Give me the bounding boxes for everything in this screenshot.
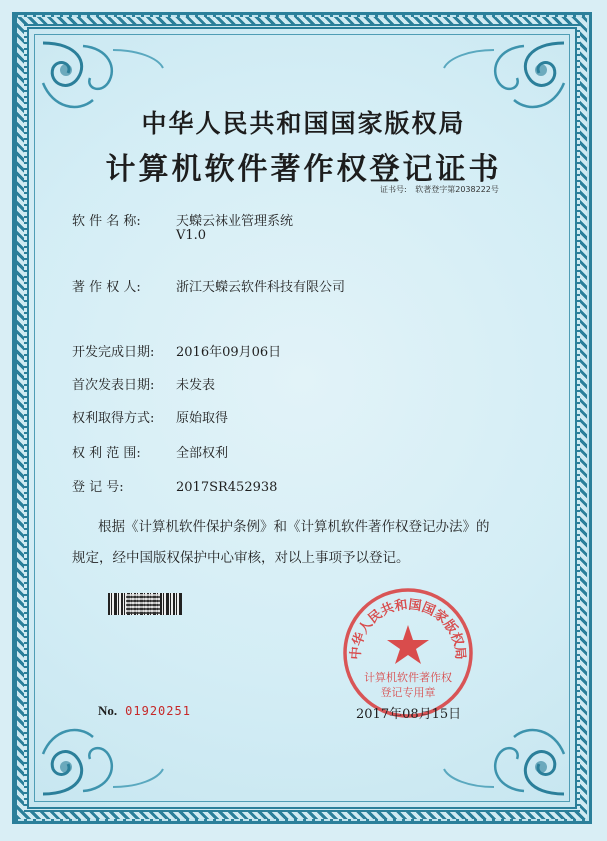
field-rights-scope [72, 442, 228, 461]
paragraph-line-1: 根据《计算机软件保护条例》和《计算机软件著作权登记办法》的 [98, 519, 490, 535]
field-label: 首次发表日期: [72, 378, 155, 393]
seal-inner-line-1: 计算机软件著作权 [364, 671, 452, 684]
official-seal [340, 585, 476, 721]
field-label: 权利取得方式: [72, 411, 155, 426]
field-label: 开发完成日期: [72, 345, 155, 360]
field-value: 未发表 [176, 378, 216, 393]
corner-ornament-bottom-right [439, 719, 569, 799]
certificate-number [380, 184, 505, 195]
serial-value: 01920251 [125, 704, 191, 718]
certification-paragraph [72, 512, 542, 574]
field-value: 浙江天蠑云软件科技有限公司 [176, 280, 346, 295]
field-first-publish-date [72, 374, 215, 393]
certificate-title: 计算机软件著作权登记证书 [105, 152, 502, 187]
field-version: V1.0 [176, 228, 207, 243]
field-software-name [72, 210, 294, 243]
field-value: 全部权利 [176, 446, 229, 461]
certificate-number-value: 软著登字第2038222号 [415, 185, 499, 194]
field-value: 2017SR452938 [176, 480, 278, 495]
serial-label: No. [98, 703, 118, 718]
field-label: 著 作 权 人: [72, 280, 141, 295]
barcode-pattern [126, 594, 160, 614]
serial-number [98, 703, 191, 719]
field-label: 登 记 号: [72, 480, 124, 495]
issuer-title: 中华人民共和国国家版权局 [141, 109, 466, 138]
field-label: 软 件 名 称: [72, 214, 141, 229]
seal-outer-text: 中华人民共和国国家版权局 [348, 597, 468, 661]
field-value: 2016年09月06日 [176, 345, 282, 360]
seal-inner-line-2: 登记专用章 [380, 686, 436, 699]
field-value: 天蠑云袜业管理系统 [176, 214, 294, 229]
field-value: 原始取得 [176, 411, 229, 426]
field-acquisition-method [72, 407, 228, 426]
field-registration-number [72, 476, 277, 495]
issue-date: 2017年08月15日 [356, 707, 462, 722]
field-copyright-owner [72, 276, 345, 295]
corner-ornament-bottom-left [38, 719, 168, 799]
field-label: 权 利 范 围: [72, 446, 141, 461]
paragraph-line-2: 规定，经中国版权保护中心审核，对以上事项予以登记。 [72, 550, 410, 566]
certificate-number-label: 证书号: [380, 185, 407, 194]
field-development-date [72, 341, 281, 360]
seal-star-icon [387, 625, 429, 664]
